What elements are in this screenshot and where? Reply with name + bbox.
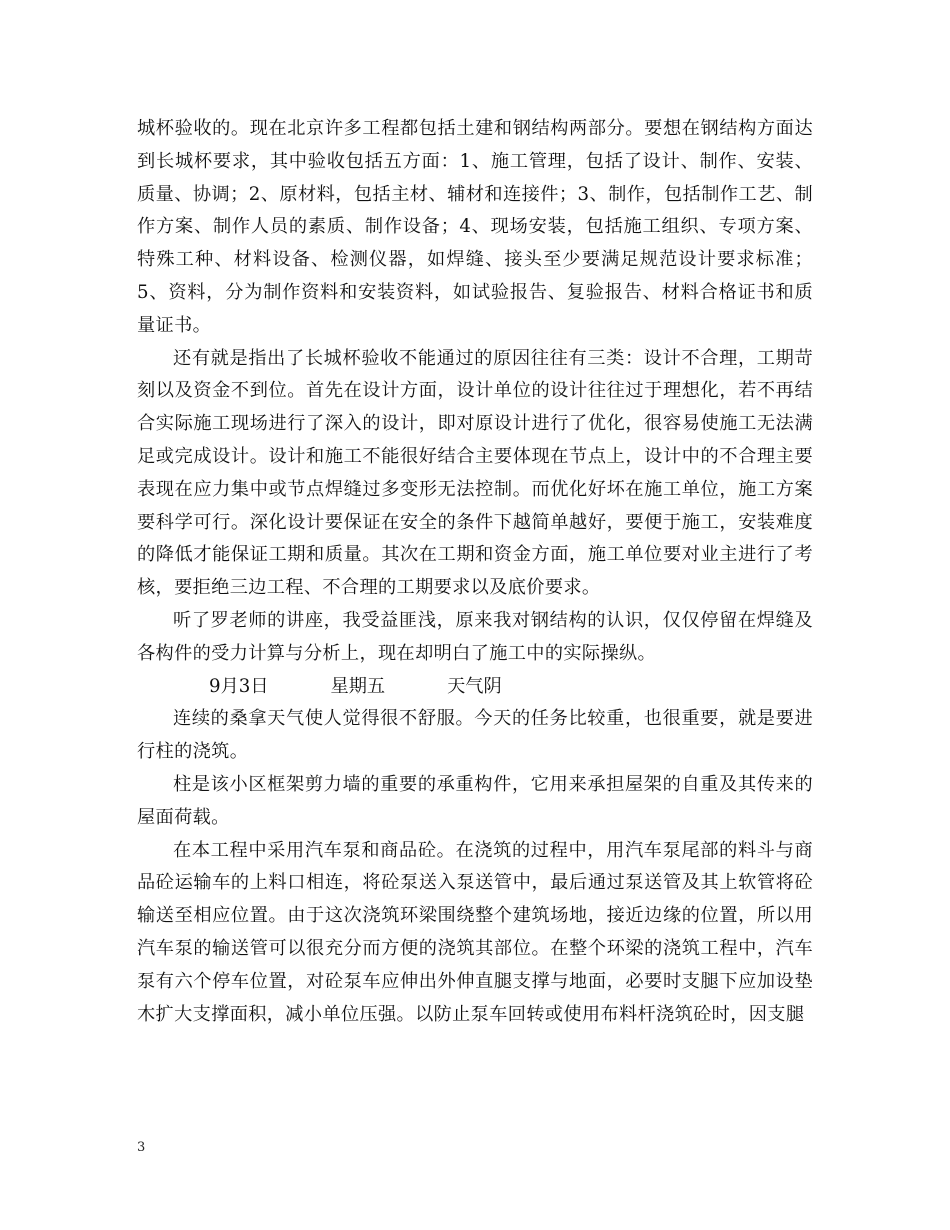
paragraph-lecture-reflection: 听了罗老师的讲座，我受益匪浅，原来我对钢结构的认识，仅仅停留在焊缝及各构件的受力计算与分析上，现在却明白了施工中的实际操纵。: [137, 609, 813, 664]
page-number: 3: [137, 1140, 146, 1155]
paragraph-column-role: 柱是该小区框架剪力墙的重要的承重构件，它用来承担屋架的自重及其传来的屋面荷载。: [137, 773, 813, 828]
paragraph-acceptance-criteria: 城杯验收的。现在北京许多工程都包括土建和钢结构两部分。要想在钢结构方面达到长城杯要求，其中验收包括五方面：1、施工管理，包括了设计、制作、安装、质量、协调；2、原材料，包括主材、辅材和连接件；3、制作，包括制作工艺、制作方案、制作人员的素质、制作设备；4、现场安装，包括施工组织、专项方案、特殊工种、材料设备、检测仪器，如焊缝、接头至少要满足规范设计要求标准；5、资料，分为制作资料和安装资料，如试验报告、复验报告、材料合格证书和质量证书。: [137, 118, 813, 336]
document-body: [137, 113, 813, 1031]
diary-date: 9月3日: [209, 675, 269, 697]
diary-weather: 天气阴: [447, 675, 502, 697]
paragraph-weather-task: 连续的桑拿天气使人觉得很不舒服。今天的任务比较重，也很重要，就是要进行柱的浇筑。: [137, 708, 813, 763]
paragraph-failure-reasons: 还有就是指出了长城杯验收不能通过的原因往往有三类：设计不合理，工期苛刻以及资金不到位。首先在设计方面，设计单位的设计往往过于理想化，若不再结合实际施工现场进行了深入的设计，即对原设计进行了优化，很容易使施工无法满足或完成设计。设计和施工不能很好结合主要体现在节点上，设计中的不合理主要表现在应力集中或节点焊缝过多变形无法控制。而优化好坏在施工单位，施工方案要科学可行。深化设计要保证在安全的条件下越简单越好，要便于施工，安装难度的降低才能保证工期和质量。其次在工期和资金方面，施工单位要对业主进行了考核，要拒绝三边工程、不合理的工期要求以及底价要求。: [137, 347, 813, 599]
diary-weekday: 星期五: [330, 675, 386, 697]
diary-date-line: [137, 671, 813, 704]
paragraph-pump-concrete: 在本工程中采用汽车泵和商品砼。在浇筑的过程中，用汽车泵尾部的料斗与商品砼运输车的上料口相连，将砼泵送入泵送管中，最后通过泵送管及其上软管将砼输送至相应位置。由于这次浇筑环梁围绕整个建筑场地，接近边缘的位置，所以用汽车泵的输送管可以很充分而方便的浇筑其部位。在整个环梁的浇筑工程中，汽车泵有六个停车位置，对砼泵车应伸出外伸直腿支撑与地面，必要时支腿下应加设垫木扩大支撑面积，减小单位压强。以防止泵车回转或使用布料杆浇筑砼时，因支腿: [137, 839, 813, 1025]
